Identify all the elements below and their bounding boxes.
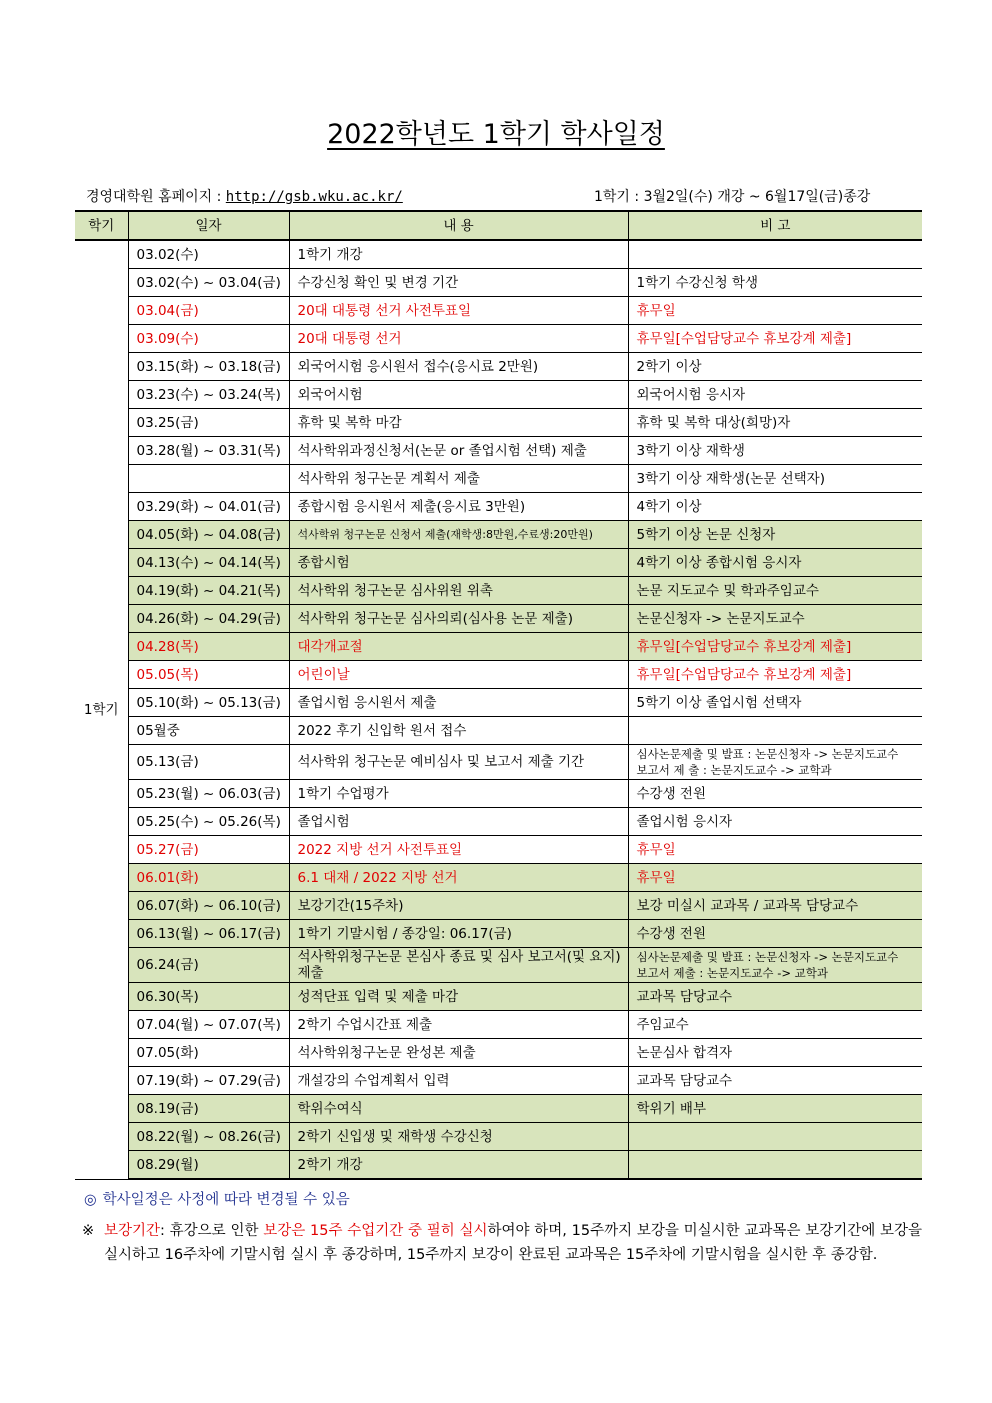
table-row [75, 325, 922, 353]
table-row [75, 780, 922, 808]
table-row [75, 577, 922, 605]
table-row [75, 983, 922, 1011]
table-row [75, 521, 922, 549]
homepage-label: 경영대학원 홈페이지 : [86, 189, 226, 205]
note-cell: 교과목 담당교수 [628, 983, 922, 1011]
note-cell: 3학기 이상 재학생 [628, 437, 922, 465]
content-cell: 석사학위 청구논문 심사의뢰(심사용 논문 제출) [289, 605, 628, 633]
content-cell: 석사학위 청구논문 예비심사 및 보고서 제출 기간 [289, 745, 628, 780]
semester-cell: 1학기 [75, 240, 128, 1179]
date-cell: 03.28(월) ~ 03.31(목) [128, 437, 289, 465]
note-cell: 2학기 이상 [628, 353, 922, 381]
note-cell: 5학기 이상 졸업시험 선택자 [628, 689, 922, 717]
remark-text-1: : 휴강으로 인한 [160, 1223, 264, 1239]
date-cell: 07.19(화) ~ 07.29(금) [128, 1067, 289, 1095]
date-cell: 03.02(수) ~ 03.04(금) [128, 269, 289, 297]
content-cell: 학위수여식 [289, 1095, 628, 1123]
date-cell: 03.29(화) ~ 04.01(금) [128, 493, 289, 521]
date-cell: 05.25(수) ~ 05.26(목) [128, 808, 289, 836]
table-row [75, 381, 922, 409]
date-cell: 03.02(수) [128, 240, 289, 269]
note-cell [628, 1151, 922, 1180]
table-row [75, 808, 922, 836]
schedule-change-notice [84, 1188, 350, 1209]
table-row [75, 633, 922, 661]
date-cell: 06.24(금) [128, 948, 289, 983]
table-row [75, 1151, 922, 1180]
date-cell: 05.23(월) ~ 06.03(금) [128, 780, 289, 808]
note-cell: 휴무일[수업담당교수 휴보강계 제출] [628, 633, 922, 661]
note-cell: 5학기 이상 논문 신청자 [628, 521, 922, 549]
note-cell: 4학기 이상 종합시험 응시자 [628, 549, 922, 577]
date-cell: 06.30(목) [128, 983, 289, 1011]
table-row [75, 605, 922, 633]
date-cell [128, 465, 289, 493]
table-row [75, 409, 922, 437]
note-cell: 1학기 수강신청 학생 [628, 269, 922, 297]
date-cell: 06.13(월) ~ 06.17(금) [128, 920, 289, 948]
note-cell: 교과목 담당교수 [628, 1067, 922, 1095]
notice-text: 학사일정은 사정에 따라 변경될 수 있음 [102, 1192, 350, 1208]
table-row [75, 549, 922, 577]
content-cell: 종합시험 [289, 549, 628, 577]
content-cell: 2학기 개강 [289, 1151, 628, 1180]
date-cell: 04.05(화) ~ 04.08(금) [128, 521, 289, 549]
content-cell: 20대 대통령 선거 [289, 325, 628, 353]
date-cell: 07.05(화) [128, 1039, 289, 1067]
note-cell [628, 1123, 922, 1151]
date-cell: 03.04(금) [128, 297, 289, 325]
note-cell: 4학기 이상 [628, 493, 922, 521]
date-cell: 05월중 [128, 717, 289, 745]
content-cell: 종합시험 응시원서 제출(응시료 3만원) [289, 493, 628, 521]
note-cell: 보강 미실시 교과목 / 교과목 담당교수 [628, 892, 922, 920]
note-cell: 휴무일[수업담당교수 휴보강계 제출] [628, 661, 922, 689]
note-cell: 휴무일 [628, 864, 922, 892]
note-cell: 수강생 전원 [628, 920, 922, 948]
date-cell: 06.01(화) [128, 864, 289, 892]
note-cell: 졸업시험 응시자 [628, 808, 922, 836]
content-cell: 휴학 및 복학 마감 [289, 409, 628, 437]
table-row [75, 1067, 922, 1095]
note-cell: 수강생 전원 [628, 780, 922, 808]
table-row [75, 920, 922, 948]
note-cell: 논문 지도교수 및 학과주임교수 [628, 577, 922, 605]
table-row [75, 1123, 922, 1151]
table-row [75, 717, 922, 745]
header-content: 내 용 [289, 211, 628, 240]
header-date: 일자 [128, 211, 289, 240]
date-cell: 04.19(화) ~ 04.21(목) [128, 577, 289, 605]
table-row [75, 297, 922, 325]
table-row [75, 269, 922, 297]
table-row [75, 353, 922, 381]
semester-period: 1학기 : 3월2일(수) 개강 ~ 6월17일(금)종강 [594, 189, 871, 205]
header-note: 비 고 [628, 211, 922, 240]
note-cell: 학위기 배부 [628, 1095, 922, 1123]
date-cell: 03.25(금) [128, 409, 289, 437]
date-cell: 05.27(금) [128, 836, 289, 864]
makeup-class-remark [82, 1219, 922, 1267]
content-cell: 2학기 신입생 및 재학생 수강신청 [289, 1123, 628, 1151]
remark-term: 보강기간 [104, 1223, 161, 1239]
table-row [75, 836, 922, 864]
content-cell: 석사학위 청구논문 신청서 제출(재학생:8만원,수료생:20만원) [289, 521, 628, 549]
table-row [75, 437, 922, 465]
notice-mark: ◎ [84, 1192, 97, 1208]
table-row [75, 864, 922, 892]
content-cell: 2022 후기 신입학 원서 접수 [289, 717, 628, 745]
note-cell [628, 240, 922, 269]
content-cell: 수강신청 확인 및 변경 기간 [289, 269, 628, 297]
note-cell: 휴무일[수업담당교수 휴보강계 제출] [628, 325, 922, 353]
note-cell: 외국어시험 응시자 [628, 381, 922, 409]
table-row [75, 493, 922, 521]
date-cell: 07.04(월) ~ 07.07(목) [128, 1011, 289, 1039]
note-cell: 휴무일 [628, 297, 922, 325]
note-cell: 휴학 및 복학 대상(희망)자 [628, 409, 922, 437]
content-cell: 석사학위과정신청서(논문 or 졸업시험 선택) 제출 [289, 437, 628, 465]
header-term: 학기 [75, 211, 128, 240]
remark-emphasis: 보강은 15주 수업기간 중 필히 실시 [263, 1223, 488, 1239]
date-cell: 05.05(목) [128, 661, 289, 689]
date-cell: 06.07(화) ~ 06.10(금) [128, 892, 289, 920]
homepage-link[interactable]: http://gsb.wku.ac.kr/ [225, 189, 403, 205]
content-cell: 대각개교절 [289, 633, 628, 661]
content-cell: 1학기 수업평가 [289, 780, 628, 808]
table-header-row [75, 211, 922, 240]
content-cell: 20대 대통령 선거 사전투표일 [289, 297, 628, 325]
date-cell: 03.15(화) ~ 03.18(금) [128, 353, 289, 381]
content-cell: 외국어시험 [289, 381, 628, 409]
page-title: 2022학년도 1학기 학사일정 [327, 119, 665, 150]
content-cell: 6.1 대재 / 2022 지방 선거 [289, 864, 628, 892]
date-cell: 08.22(월) ~ 08.26(금) [128, 1123, 289, 1151]
content-cell: 석사학위 청구논문 계획서 제출 [289, 465, 628, 493]
content-cell: 성적단표 입력 및 제출 마감 [289, 983, 628, 1011]
date-cell: 05.13(금) [128, 745, 289, 780]
date-cell: 04.26(화) ~ 04.29(금) [128, 605, 289, 633]
date-cell: 05.10(화) ~ 05.13(금) [128, 689, 289, 717]
table-row [75, 465, 922, 493]
date-cell: 08.29(월) [128, 1151, 289, 1180]
table-row [75, 745, 922, 780]
schedule-table [75, 210, 922, 1180]
content-cell: 외국어시험 응시원서 접수(응시료 2만원) [289, 353, 628, 381]
table-row [75, 892, 922, 920]
content-cell: 어린이날 [289, 661, 628, 689]
remark-text-2: 하여야 하며, 15주까지 보강을 미실시한 교과목은 보강기간에 보강을 실시하고 16주차에 기말시험 실시 후 종강하며, 15주까지 보강이 완료된 교과목은 15주차에 기말시험을 실시한 후 종강함. [104, 1223, 923, 1263]
content-cell: 1학기 개강 [289, 240, 628, 269]
content-cell: 졸업시험 응시원서 제출 [289, 689, 628, 717]
note-cell: 논문신청자 -> 논문지도교수 [628, 605, 922, 633]
homepage-info [86, 186, 403, 206]
table-row [75, 948, 922, 983]
content-cell: 1학기 기말시험 / 종강일: 06.17(금) [289, 920, 628, 948]
note-cell: 주임교수 [628, 1011, 922, 1039]
table-row [75, 1039, 922, 1067]
date-cell: 04.13(수) ~ 04.14(목) [128, 549, 289, 577]
note-cell: 심사논문제출 및 발표 : 논문신청자 -> 논문지도교수 보고서 제출 : 논문지도교수 -> 교학과 [628, 948, 922, 983]
content-cell: 개설강의 수업계획서 입력 [289, 1067, 628, 1095]
content-cell: 졸업시험 [289, 808, 628, 836]
table-row [75, 240, 922, 269]
content-cell: 석사학위청구논문 완성본 제출 [289, 1039, 628, 1067]
content-cell: 석사학위 청구논문 심사위원 위촉 [289, 577, 628, 605]
content-cell: 보강기간(15주차) [289, 892, 628, 920]
date-cell: 03.23(수) ~ 03.24(목) [128, 381, 289, 409]
note-cell: 심사논문제출 및 발표 : 논문신청자 -> 논문지도교수 보고서 제 출 : 논문지도교수 -> 교학과 [628, 745, 922, 780]
note-cell: 논문심사 합격자 [628, 1039, 922, 1067]
table-row [75, 661, 922, 689]
table-row [75, 689, 922, 717]
note-cell: 휴무일 [628, 836, 922, 864]
content-cell: 석사학위청구논문 본심사 종료 및 심사 보고서(및 요지) 제출 [289, 948, 628, 983]
date-cell: 08.19(금) [128, 1095, 289, 1123]
content-cell: 2022 지방 선거 사전투표일 [289, 836, 628, 864]
date-cell: 03.09(수) [128, 325, 289, 353]
table-row [75, 1095, 922, 1123]
date-cell: 04.28(목) [128, 633, 289, 661]
note-cell: 3학기 이상 재학생(논문 선택자) [628, 465, 922, 493]
content-cell: 2학기 수업시간표 제출 [289, 1011, 628, 1039]
table-row [75, 1011, 922, 1039]
note-cell [628, 717, 922, 745]
remark-symbol: ※ [82, 1223, 95, 1239]
